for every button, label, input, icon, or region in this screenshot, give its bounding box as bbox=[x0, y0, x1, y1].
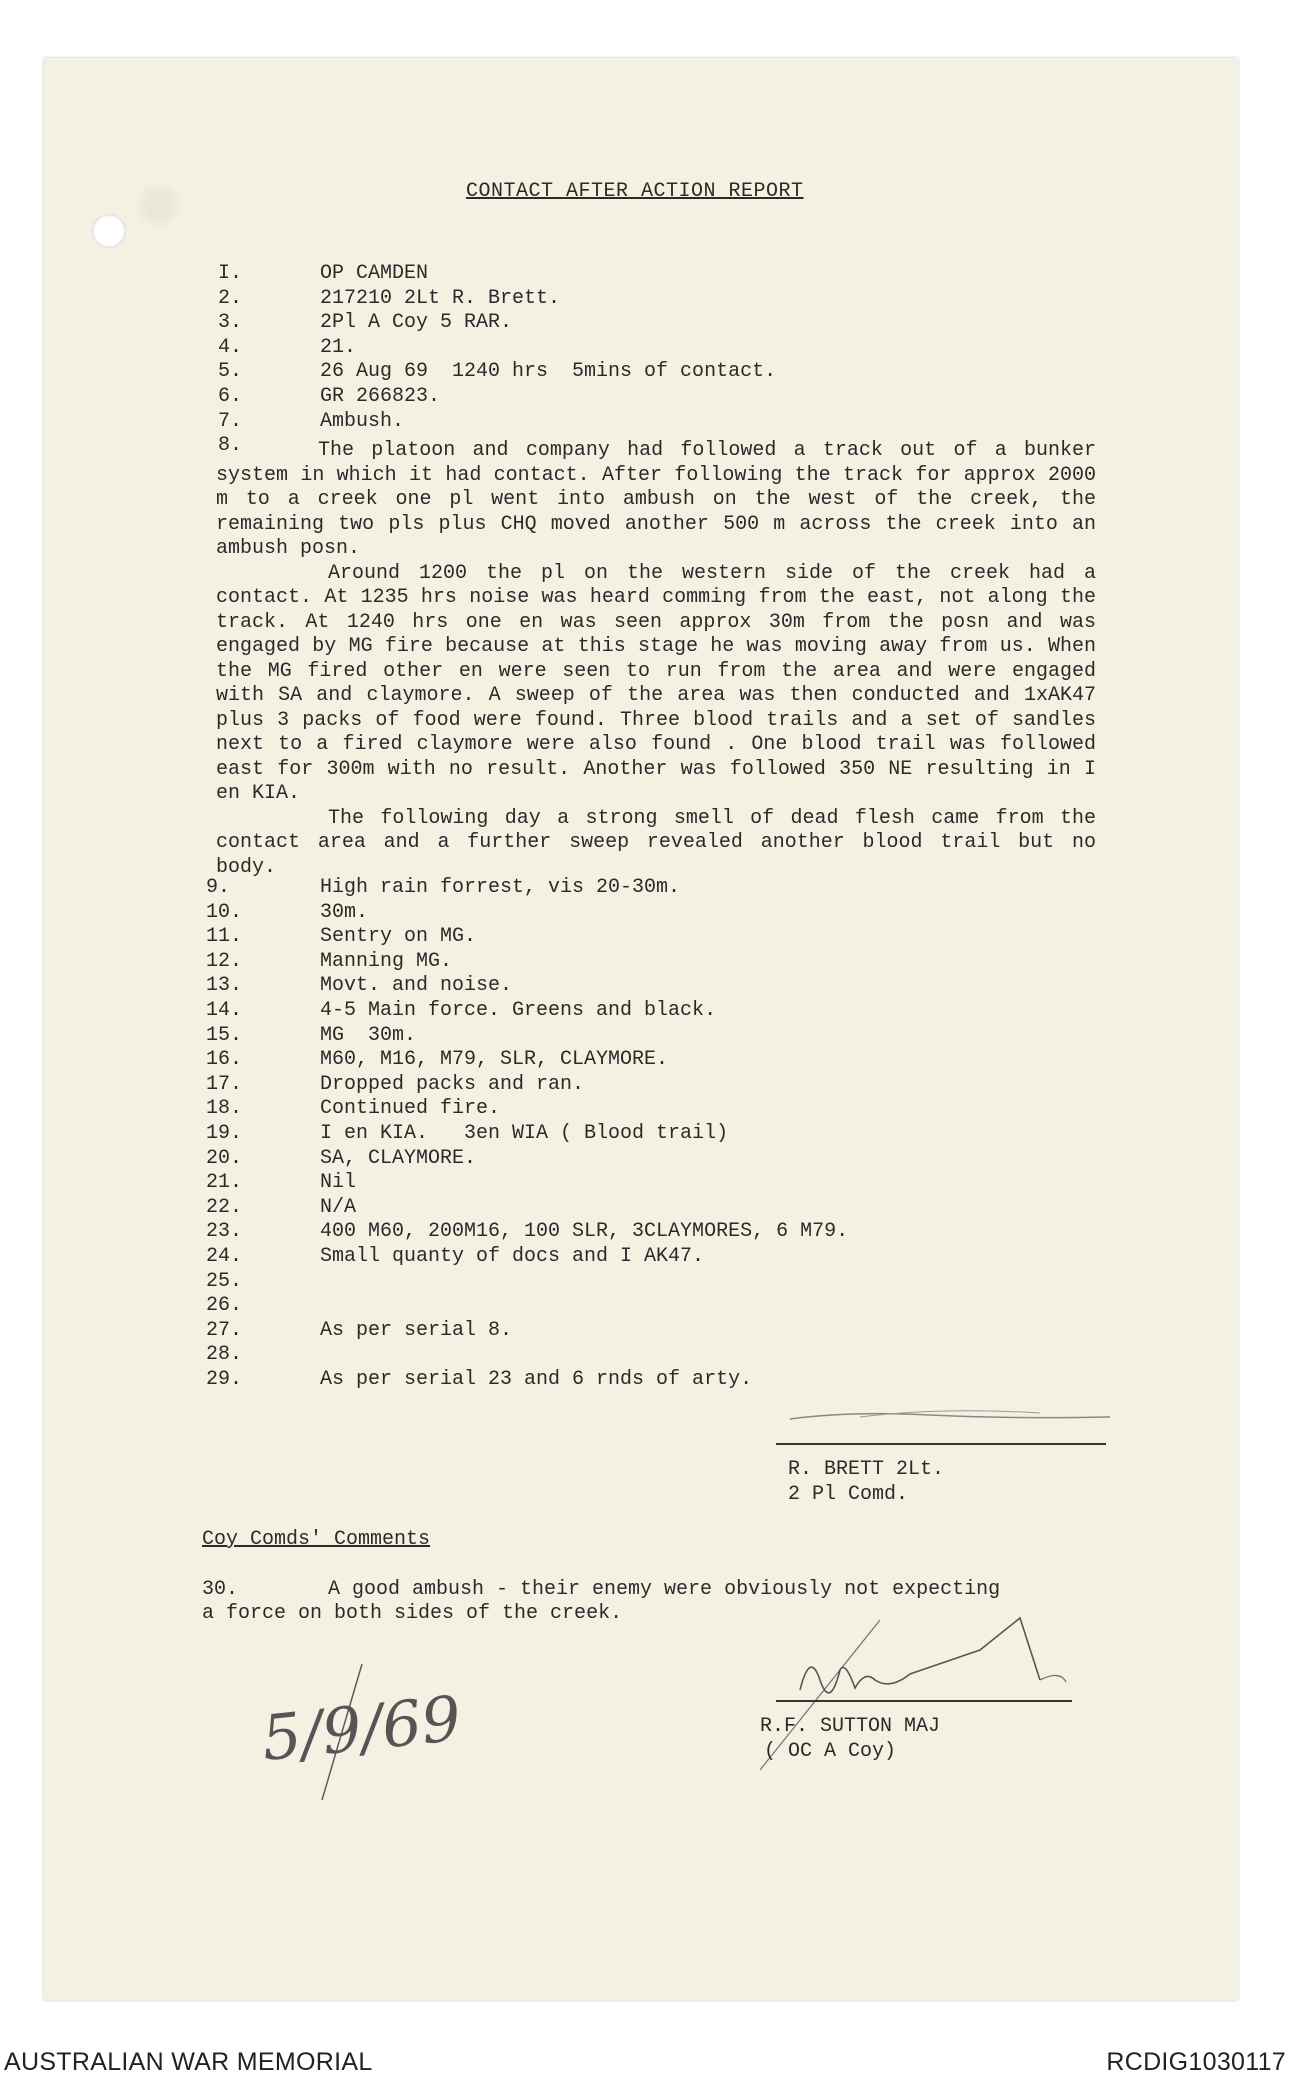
emboss-stamp bbox=[130, 182, 186, 228]
punch-hole bbox=[92, 214, 126, 248]
item-number: 15. bbox=[206, 1023, 243, 1047]
item-number: 8. bbox=[218, 434, 243, 458]
item-number: 2. bbox=[218, 286, 243, 310]
item-text: N/A bbox=[320, 1195, 357, 1219]
signature-line-1 bbox=[776, 1443, 1106, 1445]
item-number: 22. bbox=[206, 1195, 243, 1219]
item-text: 21. bbox=[320, 335, 357, 359]
narrative-paragraph-2: Around 1200 the pl on the western side of the creek had a contact. At 1235 hrs noise was heard comming from the east, not along the track. At 1240 hrs one en was seen approx 30m from the posn and was engaged by MG fire because at this stage he was moving away from us. When the MG fired other en were seen to run from the area and were engaged with SA and claymore. A sweep of the area was then conducted and 1xAK47 plus 3 packs of food were found. Three blood trails and a set of sandles next to a fired claymore were also found . One blood trail was followed east for 300m with no result. Another was followed 350 NE resulting in I en KIA. bbox=[216, 561, 1096, 805]
item-number: 3. bbox=[218, 311, 243, 335]
item-text: 26 Aug 69 1240 hrs 5mins of contact. bbox=[320, 360, 777, 384]
narrative-paragraph-1: The platoon and company had followed a track out of a bunker system in which it had contact. After following the track for approx 2000 m to a creek one pl went into ambush on the west of the creek, the remaining two pls plus CHQ moved another 500 m across the creek into an ambush posn. bbox=[216, 439, 1096, 560]
signatory-1-role: 2 Pl Comd. bbox=[788, 1483, 909, 1506]
item-text: M60, M16, M79, SLR, CLAYMORE. bbox=[320, 1048, 669, 1072]
item-number: 25. bbox=[206, 1269, 243, 1293]
item-text: High rain forrest, vis 20-30m. bbox=[320, 876, 681, 899]
item-text: Ambush. bbox=[320, 409, 405, 433]
footer-institution: AUSTRALIAN WAR MEMORIAL bbox=[4, 2048, 373, 2076]
item-number: 16. bbox=[206, 1048, 243, 1072]
item-text: GR 266823. bbox=[320, 385, 441, 408]
narrative-block bbox=[216, 439, 1096, 880]
item-number: 27. bbox=[206, 1318, 243, 1342]
item-text: Manning MG. bbox=[320, 949, 453, 973]
item-number: 12. bbox=[206, 949, 243, 973]
comments-heading: Coy Comds' Comments bbox=[202, 1528, 431, 1551]
footer-reference-id: RCDIG1030117 bbox=[1106, 2048, 1286, 2076]
item-number: 18. bbox=[206, 1097, 243, 1121]
item-number: 28. bbox=[206, 1343, 243, 1367]
item-number: 5. bbox=[218, 360, 243, 384]
item-number: 6. bbox=[218, 385, 243, 408]
item-text: Small quanty of docs and I AK47. bbox=[320, 1245, 705, 1268]
item-number: 20. bbox=[206, 1146, 243, 1170]
signature-line-2 bbox=[776, 1700, 1072, 1702]
item-text: 2Pl A Coy 5 RAR. bbox=[320, 311, 513, 335]
item-number: 11. bbox=[206, 925, 243, 949]
item-number: 26. bbox=[206, 1294, 243, 1318]
svg-text:5/9/69: 5/9/69 bbox=[258, 1681, 465, 1776]
item-text: 4-5 Main force. Greens and black. bbox=[320, 999, 717, 1022]
signature-scribble-1 bbox=[790, 1405, 1120, 1435]
item-text: 30m. bbox=[320, 900, 369, 924]
item-number: 19. bbox=[206, 1122, 243, 1145]
item-number: 4. bbox=[218, 335, 243, 359]
item-number: 10. bbox=[206, 900, 243, 924]
item-text: As per serial 23 and 6 rnds of arty. bbox=[320, 1368, 753, 1391]
item-number: 29. bbox=[206, 1368, 243, 1391]
item-text: Dropped packs and ran. bbox=[320, 1072, 585, 1096]
item-text: MG 30m. bbox=[320, 1023, 417, 1047]
item-number: 21. bbox=[206, 1171, 243, 1195]
item-text: 217210 2Lt R. Brett. bbox=[320, 286, 561, 310]
item-text: OP CAMDEN bbox=[320, 262, 429, 285]
handwritten-date bbox=[258, 1664, 472, 1804]
item-text: Nil bbox=[320, 1171, 357, 1195]
item-text: I en KIA. 3en WIA ( Blood trail) bbox=[320, 1122, 729, 1145]
item-number: 9. bbox=[206, 876, 231, 899]
item-text: SA, CLAYMORE. bbox=[320, 1146, 477, 1170]
item-number: 24. bbox=[206, 1245, 243, 1268]
signatory-2-role: ( OC A Coy) bbox=[764, 1740, 897, 1763]
item-text: 400 M60, 200M16, 100 SLR, 3CLAYMORES, 6 M79. bbox=[320, 1220, 849, 1244]
comments-number: 30. bbox=[202, 1578, 239, 1601]
narrative-paragraph-3: The following day a strong smell of dead flesh came from the contact area and a further sweep revealed another blood trail but no body. bbox=[216, 806, 1096, 879]
item-text: As per serial 8. bbox=[320, 1318, 513, 1342]
report-title: CONTACT AFTER ACTION REPORT bbox=[466, 180, 804, 203]
signatory-2-name: R.F. SUTTON MAJ bbox=[760, 1715, 941, 1738]
signatory-1-name: R. BRETT 2Lt. bbox=[788, 1458, 945, 1481]
item-number: 17. bbox=[206, 1072, 243, 1096]
comments-text-line-1: A good ambush - their enemy were obviously not expecting bbox=[328, 1578, 1001, 1601]
item-number: 7. bbox=[218, 409, 243, 433]
item-number: I. bbox=[218, 262, 243, 285]
item-number: 14. bbox=[206, 999, 243, 1022]
item-number: 13. bbox=[206, 974, 243, 998]
item-text: Continued fire. bbox=[320, 1097, 501, 1121]
comments-text-line-2: a force on both sides of the creek. bbox=[202, 1602, 623, 1625]
item-number: 23. bbox=[206, 1220, 243, 1244]
item-text: Sentry on MG. bbox=[320, 925, 477, 949]
item-text: Movt. and noise. bbox=[320, 974, 513, 998]
